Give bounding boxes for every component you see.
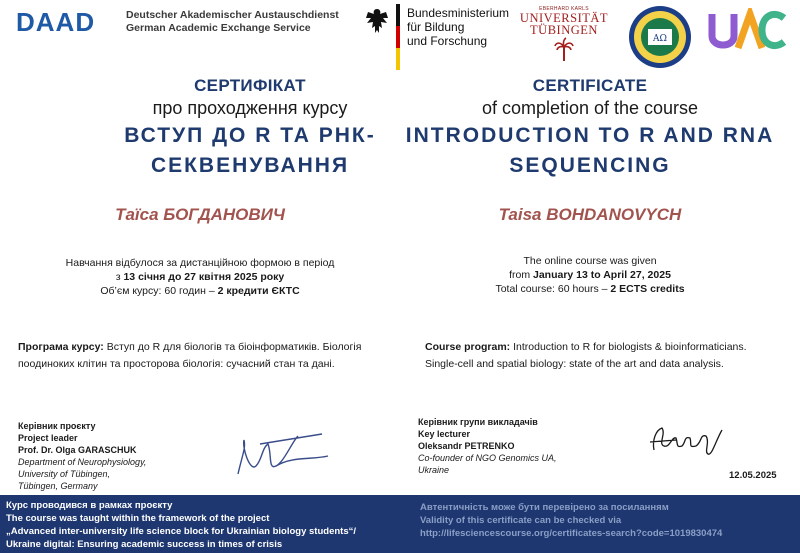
ua-info-line3-prefix: Об’єм курсу: 60 годин – (100, 285, 218, 297)
university-seal-icon (627, 4, 693, 70)
daad-name-en: German Academic Exchange Service (126, 21, 311, 34)
leader-affiliation-3: Tübingen, Germany (18, 481, 98, 491)
en-info-line2-prefix: from (509, 269, 533, 281)
en-program-label: Course program: (425, 341, 511, 353)
daad-wordmark: DAAD (16, 8, 96, 34)
tubingen-name-line1: UNIVERSITÄT (519, 11, 609, 25)
tubingen-name-line2: TÜBINGEN (530, 23, 598, 37)
ua-program-line2: поодиноких клітин та просторова біологія: сучасний стан та дані. (18, 358, 335, 370)
tubingen-logo (516, 6, 612, 68)
en-course-period: January 13 to April 27, 2025 (532, 269, 671, 281)
validity-info (420, 501, 722, 540)
en-info-line2 (380, 268, 800, 282)
en-course-title-line1: INTRODUCTION TO R AND RNA (405, 124, 775, 147)
seal-text: ΑΩ (653, 34, 667, 44)
leader-affiliation-2: University of Tübingen, (18, 469, 111, 479)
en-course-program (425, 339, 795, 373)
uac-wordmark: UAC (743, 50, 751, 54)
bmbf-name (407, 6, 509, 48)
en-info-line3 (380, 282, 800, 296)
leader-role-ua: Керівник проєкту (18, 421, 96, 431)
leader-signature (232, 426, 332, 482)
en-title-block (380, 76, 800, 181)
ua-info-line2 (0, 270, 400, 284)
ua-info-line2-prefix: з (115, 271, 124, 283)
lecturer-signature (646, 420, 726, 460)
ua-program-label: Програма курсу: (18, 341, 104, 353)
en-course-credits: 2 ECTS credits (610, 283, 685, 295)
ua-course-title-line2: СЕКВЕНУВАННЯ (150, 154, 350, 177)
ua-info-line3 (0, 284, 400, 298)
ua-program-text1: Вступ до R для біологів та біоінформатиків. Біологія (103, 341, 362, 353)
ua-recipient-name: Таїса БОГДАНОВИЧ (115, 205, 285, 224)
ua-course-program (18, 339, 398, 373)
logo-strip (0, 0, 800, 72)
leader-name: Prof. Dr. Olga GARASCHUK (18, 445, 137, 455)
en-recipient-name: Taisa BOHDANOVYCH (498, 205, 682, 224)
federal-eagle-icon (364, 6, 390, 36)
validity-line1: Автентичність може бути перевірено за посиланням (420, 502, 669, 513)
lecturer-affiliation-1: Co-founder of NGO Genomics UA, (418, 453, 557, 463)
en-program-text1: Introduction to R for biologists & bioinformaticians. (510, 341, 747, 353)
project-info-line1: Курс проводився в рамках проєкту (6, 500, 173, 511)
ua-course-info (0, 256, 400, 298)
key-lecturer-block (418, 416, 557, 476)
en-course-info (380, 254, 800, 296)
bmbf-line: für Bildung (407, 20, 465, 34)
ua-program-line1 (18, 339, 398, 356)
leader-affiliation-1: Department of Neurophysiology, (18, 457, 147, 467)
daad-name-de: Deutscher Akademischer Austauschdienst (126, 9, 339, 21)
project-leader-block (18, 420, 146, 492)
daad-name (126, 9, 339, 34)
validity-line2: Validity of this certificate can be checked via (420, 515, 622, 526)
en-program-line2: Single-cell and spatial biology: state of the art and data analysis. (425, 358, 724, 370)
german-flag-bar (396, 4, 400, 70)
en-info-line1: The online course was given (523, 255, 657, 267)
ua-recipient-block (0, 205, 400, 225)
bmbf-line: Bundesministerium (407, 6, 510, 20)
validity-link[interactable]: http://lifesciencescourse.org/certificates-search?code=1019830474 (420, 528, 723, 539)
project-info-line3: „Advanced inter-university life science block for Ukrainian biology students“/ (6, 526, 357, 537)
lecturer-role-ua: Керівник групи викладачів (418, 417, 538, 427)
project-info-line2: The course was taught within the framework of the project (6, 513, 270, 524)
en-program-line1 (425, 339, 795, 356)
palm-tree-icon (554, 37, 574, 61)
ua-course-credits: 2 кредити ЄКТС (217, 285, 300, 297)
tubingen-small-text: EBERHARD KARLS (539, 6, 589, 12)
project-info (6, 499, 356, 551)
leader-role-en: Project leader (18, 433, 78, 443)
en-certificate-subtitle: of completion of the course (481, 98, 699, 118)
ua-course-period: 13 січня до 27 квітня 2025 року (123, 271, 285, 283)
lecturer-affiliation-2: Ukraine (418, 465, 450, 475)
lecturer-name: Oleksandr PETRENKO (418, 441, 515, 451)
ua-certificate-subtitle: про проходження курсу (152, 98, 348, 118)
en-info-line3-prefix: Total course: 60 hours – (495, 283, 611, 295)
en-recipient-block (390, 205, 790, 225)
issue-date: 12.05.2025 (729, 470, 777, 481)
uac-logo (708, 8, 786, 54)
ua-course-title-line1: ВСТУП ДО R ТА РНК- (124, 124, 376, 147)
footer-band (0, 495, 800, 553)
lecturer-role-en: Key lecturer (418, 429, 471, 439)
daad-logo (16, 8, 120, 34)
ua-certificate-title: СЕРТИФІКАТ (194, 76, 306, 95)
ua-info-line1: Навчання відбулося за дистанційною формою в період (65, 257, 335, 269)
en-certificate-title: CERTIFICATE (532, 76, 648, 95)
en-course-title-line2: SEQUENCING (509, 154, 671, 177)
project-info-line4: Ukraine digital: Ensuring academic success in times of crisis (6, 539, 283, 550)
bmbf-line: und Forschung (407, 34, 488, 48)
